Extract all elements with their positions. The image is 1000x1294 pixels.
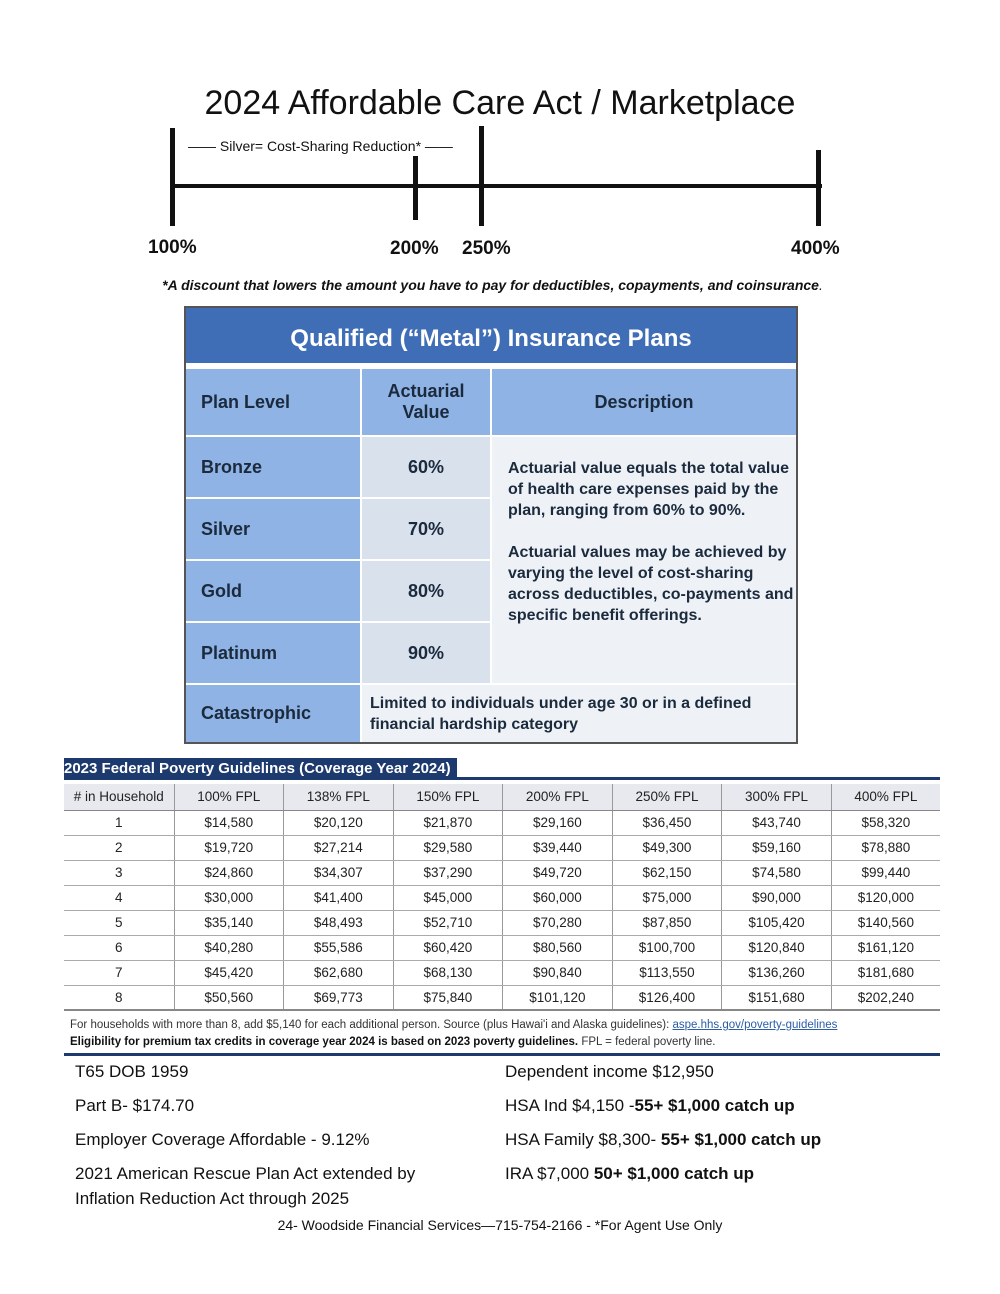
- fpl-eligibility-note: Eligibility for premium tax credits in coverage year 2024 is based on 2023 poverty guidelines.: [70, 1036, 579, 1048]
- av-gold: 80%: [362, 561, 492, 623]
- table-row: [64, 860, 940, 885]
- table-cell: $48,493: [284, 910, 394, 935]
- federal-poverty-guidelines: [64, 758, 940, 1056]
- note-employer-coverage: Employer Coverage Affordable - 9.12%: [75, 1130, 370, 1149]
- table-cell: $43,740: [722, 810, 832, 835]
- table-cell: $50,560: [174, 985, 284, 1010]
- metal-plans-title: Qualified (“Metal”) Insurance Plans: [186, 308, 796, 366]
- table-cell: $60,420: [393, 935, 503, 960]
- table-cell: $70,280: [503, 910, 613, 935]
- table-cell: $136,260: [722, 960, 832, 985]
- table-cell: $40,280: [174, 935, 284, 960]
- table-cell: $75,000: [612, 885, 722, 910]
- description-paragraph-1: Actuarial value equals the total value of health care expenses paid by the plan, ranging from 60% to 90%.: [508, 460, 789, 519]
- fpl-table: [64, 784, 940, 1011]
- table-cell: $52,710: [393, 910, 503, 935]
- note-dependent-income: Dependent income $12,950: [505, 1062, 714, 1081]
- table-cell: $74,580: [722, 860, 832, 885]
- table-cell: $62,680: [284, 960, 394, 985]
- table-cell: 3: [64, 860, 174, 885]
- table-cell: $29,160: [503, 810, 613, 835]
- table-cell: 2: [64, 835, 174, 860]
- note-hsa-individual: [505, 1093, 795, 1118]
- description-paragraph-2: Actuarial values may be achieved by varying the level of cost-sharing across deductibles, co-payments and specific benefit offerings.: [508, 544, 794, 624]
- table-cell: $151,680: [722, 985, 832, 1010]
- table-cell: $68,130: [393, 960, 503, 985]
- fpl-header-row: [64, 784, 940, 810]
- ira-text: IRA $7,000: [505, 1164, 594, 1183]
- fpl-title: 2023 Federal Poverty Guidelines (Coverage Year 2024): [64, 758, 457, 780]
- table-row: [64, 810, 940, 835]
- av-silver: 70%: [362, 499, 492, 561]
- table-cell: 7: [64, 960, 174, 985]
- fpl-definition: FPL = federal poverty line.: [578, 1036, 716, 1048]
- fpl-col-150: 150% FPL: [393, 784, 503, 810]
- hsa-fam-catchup: 55+ $1,000 catch up: [660, 1130, 822, 1149]
- table-cell: $29,580: [393, 835, 503, 860]
- av-bronze: 60%: [362, 437, 492, 499]
- table-cell: $62,150: [612, 860, 722, 885]
- fpl-col-138: 138% FPL: [284, 784, 394, 810]
- table-cell: $100,700: [612, 935, 722, 960]
- table-cell: 4: [64, 885, 174, 910]
- timeline-label-200: 200%: [390, 238, 439, 259]
- note-hsa-family: [505, 1127, 821, 1152]
- note-arpa: 2021 American Rescue Plan Act extended by Inflation Reduction Act through 2025: [75, 1164, 416, 1208]
- table-cell: $113,550: [612, 960, 722, 985]
- header-description: Description: [492, 369, 796, 437]
- table-cell: $140,560: [831, 910, 940, 935]
- table-cell: $105,420: [722, 910, 832, 935]
- discount-note-period: .: [818, 277, 823, 293]
- plan-catastrophic: Catastrophic: [186, 685, 362, 742]
- table-cell: $161,120: [831, 935, 940, 960]
- plan-silver: Silver: [186, 499, 362, 561]
- table-cell: $99,440: [831, 860, 940, 885]
- hsa-fam-text: HSA Family $8,300-: [505, 1130, 661, 1149]
- table-cell: $41,400: [284, 885, 394, 910]
- hsa-ind-text: HSA Ind $4,150 -: [505, 1096, 635, 1115]
- fpl-col-300: 300% FPL: [722, 784, 832, 810]
- table-cell: $37,290: [393, 860, 503, 885]
- table-cell: $19,720: [174, 835, 284, 860]
- table-cell: $30,000: [174, 885, 284, 910]
- fpl-footnote: [64, 1010, 940, 1056]
- fpl-col-household: # in Household: [64, 784, 174, 810]
- fpl-col-200: 200% FPL: [503, 784, 613, 810]
- fpl-footnote-line-2: [70, 1034, 934, 1051]
- table-cell: $80,560: [503, 935, 613, 960]
- table-cell: $120,840: [722, 935, 832, 960]
- table-cell: 5: [64, 910, 174, 935]
- table-cell: $75,840: [393, 985, 503, 1010]
- table-cell: $90,840: [503, 960, 613, 985]
- table-cell: $21,870: [393, 810, 503, 835]
- table-cell: $55,586: [284, 935, 394, 960]
- note-ira: [505, 1161, 754, 1186]
- table-cell: $78,880: [831, 835, 940, 860]
- table-cell: $59,160: [722, 835, 832, 860]
- fpl-col-250: 250% FPL: [612, 784, 722, 810]
- table-cell: $90,000: [722, 885, 832, 910]
- fpl-col-100: 100% FPL: [174, 784, 284, 810]
- table-cell: $49,720: [503, 860, 613, 885]
- plan-platinum: Platinum: [186, 623, 362, 685]
- table-cell: $58,320: [831, 810, 940, 835]
- page-footer: 24- Woodside Financial Services—715-754-2166 - *For Agent Use Only: [277, 1217, 723, 1233]
- timeline-tick-200: [413, 156, 418, 220]
- page-title: 2024 Affordable Care Act / Marketplace: [204, 84, 796, 122]
- table-cell: $126,400: [612, 985, 722, 1010]
- discount-note: [0, 277, 985, 293]
- plan-bronze: Bronze: [186, 437, 362, 499]
- table-cell: $49,300: [612, 835, 722, 860]
- table-row: [64, 935, 940, 960]
- plan-gold: Gold: [186, 561, 362, 623]
- table-cell: $120,000: [831, 885, 940, 910]
- table-cell: 6: [64, 935, 174, 960]
- hsa-ind-catchup: 55+ $1,000 catch up: [634, 1096, 795, 1115]
- table-cell: $45,000: [393, 885, 503, 910]
- note-t65: T65 DOB 1959: [75, 1062, 189, 1081]
- description-text: [508, 458, 796, 647]
- table-row: [64, 885, 940, 910]
- table-cell: $202,240: [831, 985, 940, 1010]
- table-cell: $69,773: [284, 985, 394, 1010]
- timeline-tick-250: [479, 126, 484, 226]
- silver-csr-note: —— Silver= Cost-Sharing Reduction* ——: [188, 138, 453, 154]
- catastrophic-description: Limited to individuals under age 30 or in a defined financial hardship category: [362, 685, 796, 742]
- table-cell: $34,307: [284, 860, 394, 885]
- table-cell: $20,120: [284, 810, 394, 835]
- header-actuarial-value: Actuarial Value: [362, 369, 492, 437]
- note-part-b: Part B- $174.70: [75, 1096, 195, 1115]
- table-cell: $39,440: [503, 835, 613, 860]
- fpl-footnote-line-1: [70, 1017, 934, 1034]
- table-row: [64, 960, 940, 985]
- table-cell: $35,140: [174, 910, 284, 935]
- timeline-label-400: 400%: [791, 238, 840, 259]
- timeline-line: [172, 184, 822, 188]
- table-cell: $24,860: [174, 860, 284, 885]
- table-cell: 1: [64, 810, 174, 835]
- metal-plans-table: [184, 306, 798, 744]
- timeline-label-100: 100%: [148, 237, 197, 258]
- table-cell: $45,420: [174, 960, 284, 985]
- table-cell: $60,000: [503, 885, 613, 910]
- discount-note-text: *A discount that lowers the amount you have to pay for deductibles, copayments, and coinsurance: [162, 277, 819, 293]
- table-row: [64, 910, 940, 935]
- table-cell: $181,680: [831, 960, 940, 985]
- table-row: [64, 835, 940, 860]
- table-cell: $14,580: [174, 810, 284, 835]
- fpl-col-400: 400% FPL: [831, 784, 940, 810]
- table-row: [64, 985, 940, 1010]
- table-cell: $36,450: [612, 810, 722, 835]
- fpl-footnote-text: For households with more than 8, add $5,140 for each additional person. Source (plus Hawai'i and Alaska guidelines):: [70, 1019, 673, 1031]
- table-cell: $27,214: [284, 835, 394, 860]
- timeline-label-250: 250%: [462, 238, 511, 259]
- av-platinum: 90%: [362, 623, 492, 685]
- poverty-guidelines-link[interactable]: aspe.hhs.gov/poverty-guidelines: [672, 1019, 838, 1031]
- timeline-tick-400: [816, 150, 821, 226]
- table-cell: 8: [64, 985, 174, 1010]
- header-plan-level: Plan Level: [186, 369, 362, 437]
- ira-catchup: 50+ $1,000 catch up: [593, 1164, 755, 1183]
- table-cell: $101,120: [503, 985, 613, 1010]
- table-cell: $87,850: [612, 910, 722, 935]
- timeline-tick-100: [170, 128, 175, 226]
